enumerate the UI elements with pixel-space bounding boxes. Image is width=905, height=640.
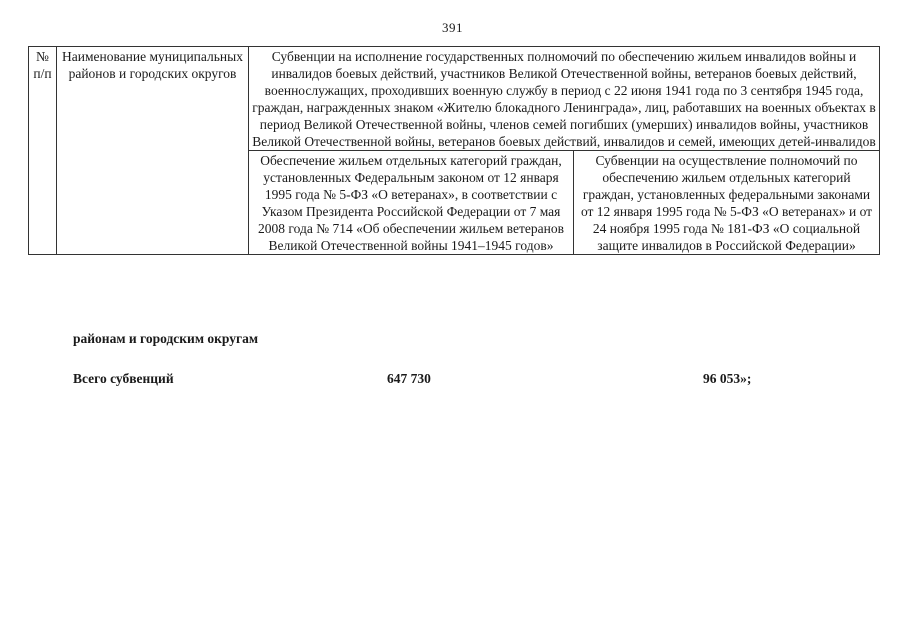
header-sub-column-2: Субвенции на осуществление полномочий по обеспечению жильем отдельных категорий граждан, установленных федеральными законами от 12 января 1995 года № 5-ФЗ «О ветеранах» и от 24 ноября 1995 года № 181-ФЗ «О социальной защите инвалидов в Российской Федерации» [574,151,880,255]
header-group-title: Субвенции на исполнение государственных полномочий по обеспечению жильем инвалидов войны и инвалидов боевых действий, участников Великой Отечественной войны, ветеранов боевых действий, военнослужащих, проходивших военную службу в период с 22 июня 1941 года по 3 сентября 1945 года, граждан, награжденных знаком «Жителю блокадного Ленинграда», лиц, работавших на военных объектах в период Великой Отечественной войны, членов семей погибших (умерших) инвалидов войны, участников Великой Отечественной войны, ветеранов боевых действий, инвалидов и семей, имеющих детей-инвалидов [249,47,880,151]
header-name: Наименование муниципальных районов и городских округов [57,47,249,255]
page-number: 391 [442,20,463,35]
header-number: № п/п [29,47,57,255]
table-header-row-1 [29,47,880,151]
summary-total-value-2: 96 053»; [703,371,752,386]
summary-continued-label: районам и городским округам [73,331,259,346]
summary-total-label: Всего субвенций [73,371,174,386]
summary-total-value-1: 647 730 [387,371,431,386]
header-sub-column-1: Обеспечение жильем отдельных категорий граждан, установленных Федеральным законом от 12 января 1995 года № 5-ФЗ «О ветеранах», в соответствии с Указом Президента Российской Федерации от 7 мая 2008 года № 714 «Об обеспечении жильем ветеранов Великой Отечественной войны 1941–1945 годов» [249,151,574,255]
subsidies-table [28,46,880,255]
